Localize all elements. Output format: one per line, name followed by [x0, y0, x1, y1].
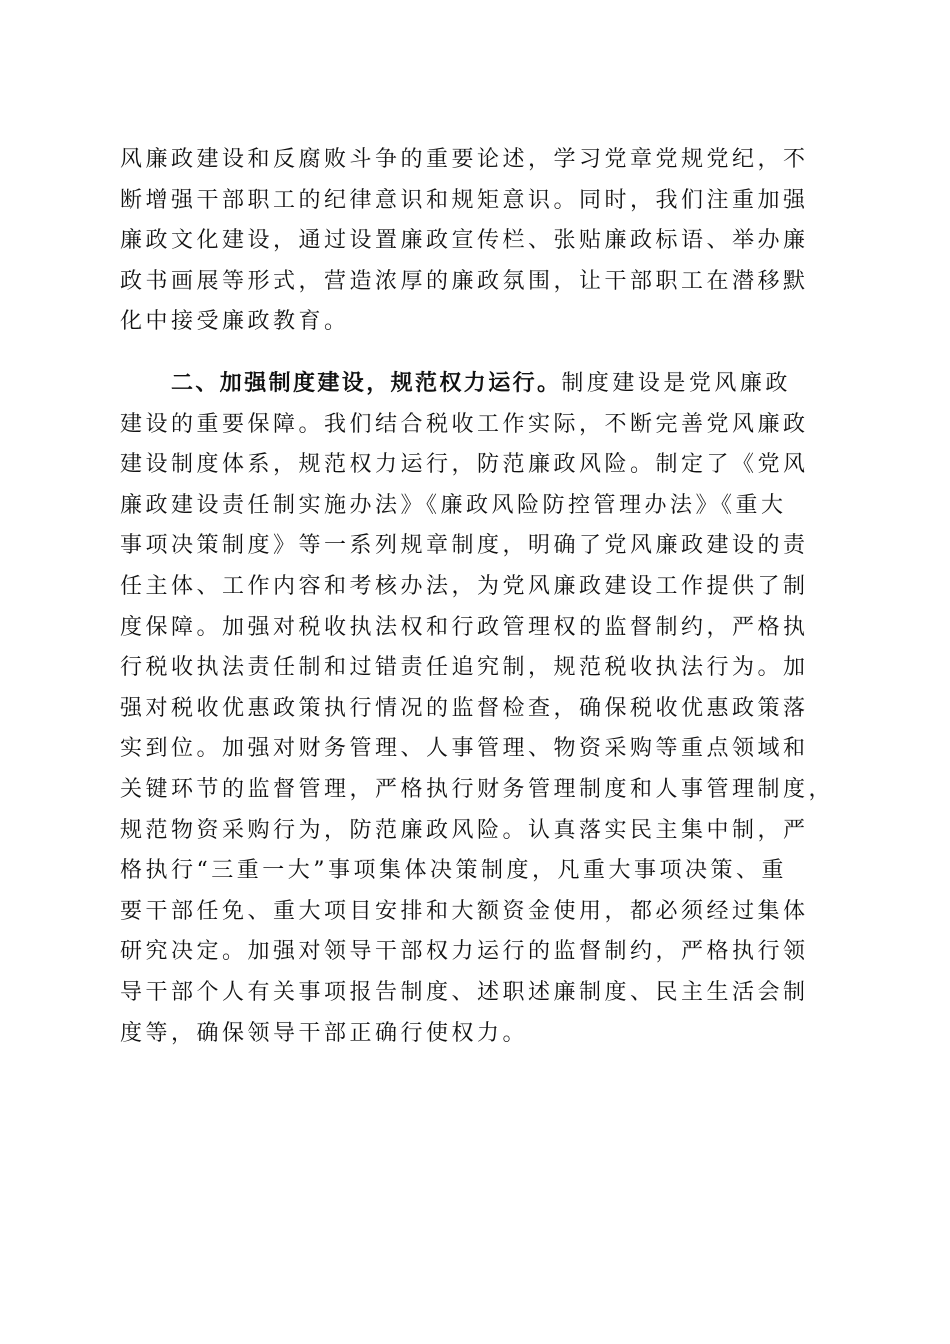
paragraph-line: 导干部个人有关事项报告制度、述职述廉制度、民主生活会制 [120, 979, 809, 1005]
paragraph-line: 度等，确保领导干部正确行使权力。 [120, 1020, 529, 1046]
paragraph-1 [120, 140, 840, 343]
paragraph-line: 规范物资采购行为，防范廉政风险。认真落实民主集中制，严 [120, 817, 809, 843]
paragraph-first-line [120, 364, 840, 405]
paragraph-line: 断增强干部职工的纪律意识和规矩意识。同时，我们注重加强 [120, 187, 809, 213]
paragraph-line: 廉政文化建设，通过设置廉政宣传栏、张贴廉政标语、举办廉 [120, 228, 809, 254]
paragraph-line: 风廉政建设和反腐败斗争的重要论述，学习党章党规党纪，不 [120, 147, 809, 172]
paragraph-line: 廉政建设责任制实施办法》《廉政风险防控管理办法》《重大 [120, 492, 787, 518]
paragraph-line: 任主体、工作内容和考核办法，为党风廉政建设工作提供了制 [120, 573, 809, 599]
paragraph-2 [120, 364, 840, 1054]
paragraph-line: 要干部任免、重大项目安排和大额资金使用，都必须经过集体 [120, 898, 809, 924]
paragraph-line: 强对税收优惠政策执行情况的监督检查，确保税收优惠政策落 [120, 695, 809, 721]
paragraph-line: 建设制度体系，规范权力运行，防范廉政风险。制定了《党风 [120, 452, 809, 478]
paragraph-line: 度保障。加强对税收执法权和行政管理权的监督制约，严格执 [120, 614, 809, 640]
paragraph-line: 建设的重要保障。我们结合税收工作实际，不断完善党风廉政 [120, 411, 809, 437]
paragraph-first-line-text: 制度建设是党风廉政 [561, 371, 791, 396]
section-heading: 二、加强制度建设，规范权力运行。 [171, 371, 562, 396]
paragraph-line: 行税收执法责任制和过错责任追究制，规范税收执法行为。加 [120, 655, 809, 681]
paragraph-line: 事项决策制度》等一系列规章制度，明确了党风廉政建设的责 [120, 533, 809, 559]
paragraph-line: 化中接受廉政教育。 [120, 309, 350, 335]
paragraph-line: 格执行“三重一大”事项集体决策制度，凡重大事项决策、重 [120, 858, 787, 884]
paragraph-line: 研究决定。加强对领导干部权力运行的监督制约，严格执行领 [120, 939, 809, 965]
paragraph-line: 关键环节的监督管理，严格执行财务管理制度和人事管理制度， [120, 776, 835, 802]
paragraph-line: 实到位。加强对财务管理、人事管理、物资采购等重点领域和 [120, 736, 809, 762]
paragraph-line: 政书画展等形式，营造浓厚的廉政氛围，让干部职工在潜移默 [120, 268, 809, 294]
